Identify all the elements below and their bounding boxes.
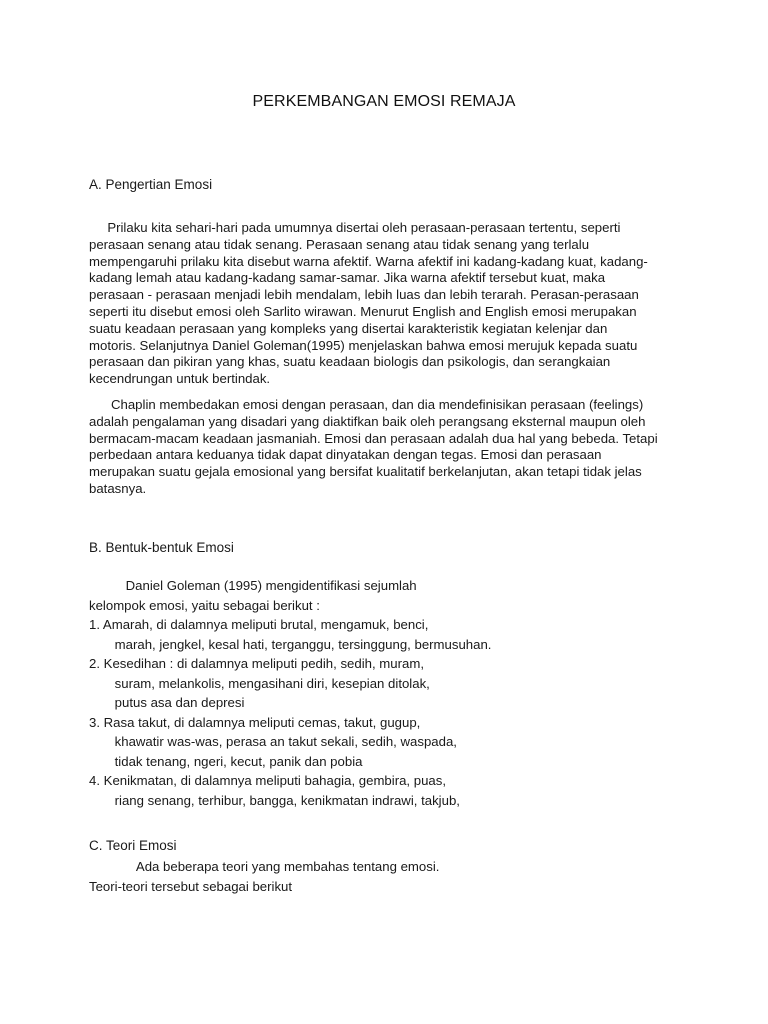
- text-line: adalah pengalaman yang disadari yang diaktifkan baik oleh perangsang eksternal maupun oleh: [89, 413, 646, 429]
- text-line: merupakan suatu gejala emosional yang bersifat kualitatif berkelanjutan, akan tetapi tidak jelas: [89, 464, 642, 480]
- section-a-heading: A. Pengertian Emosi: [89, 177, 213, 192]
- page-title: PERKEMBANGAN EMOSI REMAJA: [252, 93, 516, 110]
- text-line: Teori-teori tersebut sebagai berikut: [89, 878, 293, 894]
- list-item: 2. Kesedihan : di dalamnya meliputi pedih, sedih, muram,: [89, 656, 424, 671]
- list-item: Daniel Goleman (1995) mengidentifikasi sejumlah: [89, 578, 417, 593]
- section-c-text: [89, 857, 689, 896]
- text-line: batasnya.: [89, 480, 147, 496]
- text-line: Prilaku kita sehari-hari pada umumnya disertai oleh perasaan-perasaan tertentu, seperti: [89, 220, 621, 235]
- text-line: Ada beberapa teori yang membahas tentang emosi.: [89, 859, 440, 874]
- list-item: putus asa dan depresi: [89, 695, 245, 710]
- text-line: motoris. Selanjutnya Daniel Goleman(1995) menjelaskan bahwa emosi merujuk kepada suatu: [89, 337, 638, 353]
- list-item: tidak tenang, ngeri, kecut, panik dan pobia: [89, 753, 363, 769]
- list-item: 4. Kenikmatan, di dalamnya meliputi bahagia, gembira, puas,: [89, 773, 447, 788]
- list-item: khawatir was-was, perasa an takut sekali, sedih, waspada,: [89, 734, 457, 749]
- text-line: Chaplin membedakan emosi dengan perasaan, dan dia mendefinisikan perasaan (feelings): [89, 397, 644, 412]
- section-c-heading: C. Teori Emosi: [89, 838, 177, 853]
- text-line: bermacam-macam keadaan jasmaniah. Emosi dan perasaan adalah dua hal yang bebeda. Tetapi: [89, 430, 658, 446]
- text-line: mempengaruhi prilaku kita disebut warna afektif. Warna afektif ini kadang-kadang kuat, kadang-: [89, 253, 648, 269]
- text-line: kadang lemah atau kadang-kadang samar-samar. Jika warna afektif tersebut kuat, maka: [89, 270, 606, 286]
- list-item: 3. Rasa takut, di dalamnya meliputi cemas, takut, gugup,: [89, 714, 421, 730]
- list-item: suram, melankolis, mengasihani diri, kesepian ditolak,: [89, 675, 430, 691]
- list-item: marah, jengkel, kesal hati, terganggu, tersinggung, bermusuhan.: [89, 636, 492, 652]
- section-b-list: [89, 576, 689, 810]
- text-line: perasaan - perasaan menjadi lebih mendalam, lebih luas dan lebih terarah. Perasan-perasaan: [89, 287, 639, 303]
- list-item: kelompok emosi, yaitu sebagai berikut :: [89, 597, 320, 613]
- text-line: suatu keadaan perasaan yang kompleks yang disertai karakteristik kegiatan kelenjar dan: [89, 320, 608, 336]
- section-a-paragraph-2: [89, 397, 689, 498]
- text-line: perasaan senang atau tidak senang. Perasaan senang atau tidak senang yang terlalu: [89, 236, 590, 252]
- text-line: seperti itu disebut emosi oleh Sarlito wirawan. Menurut English and English emosi merupakan: [89, 303, 637, 319]
- text-line: kecendrungan untuk bertindak.: [89, 371, 271, 387]
- list-item: 1. Amarah, di dalamnya meliputi brutal, mengamuk, benci,: [89, 617, 429, 632]
- section-b-heading: B. Bentuk-bentuk Emosi: [89, 540, 234, 555]
- list-item: riang senang, terhibur, bangga, kenikmatan indrawi, takjub,: [89, 792, 460, 808]
- text-line: perasaan dan pikiran yang khas, suatu keadaan biologis dan psikologis, dan serangkaian: [89, 354, 611, 370]
- text-line: perbedaan antara keduanya tidak dapat dinyatakan dengan tegas. Emosi dan perasaan: [89, 447, 602, 463]
- section-a-paragraph-1: [89, 220, 689, 388]
